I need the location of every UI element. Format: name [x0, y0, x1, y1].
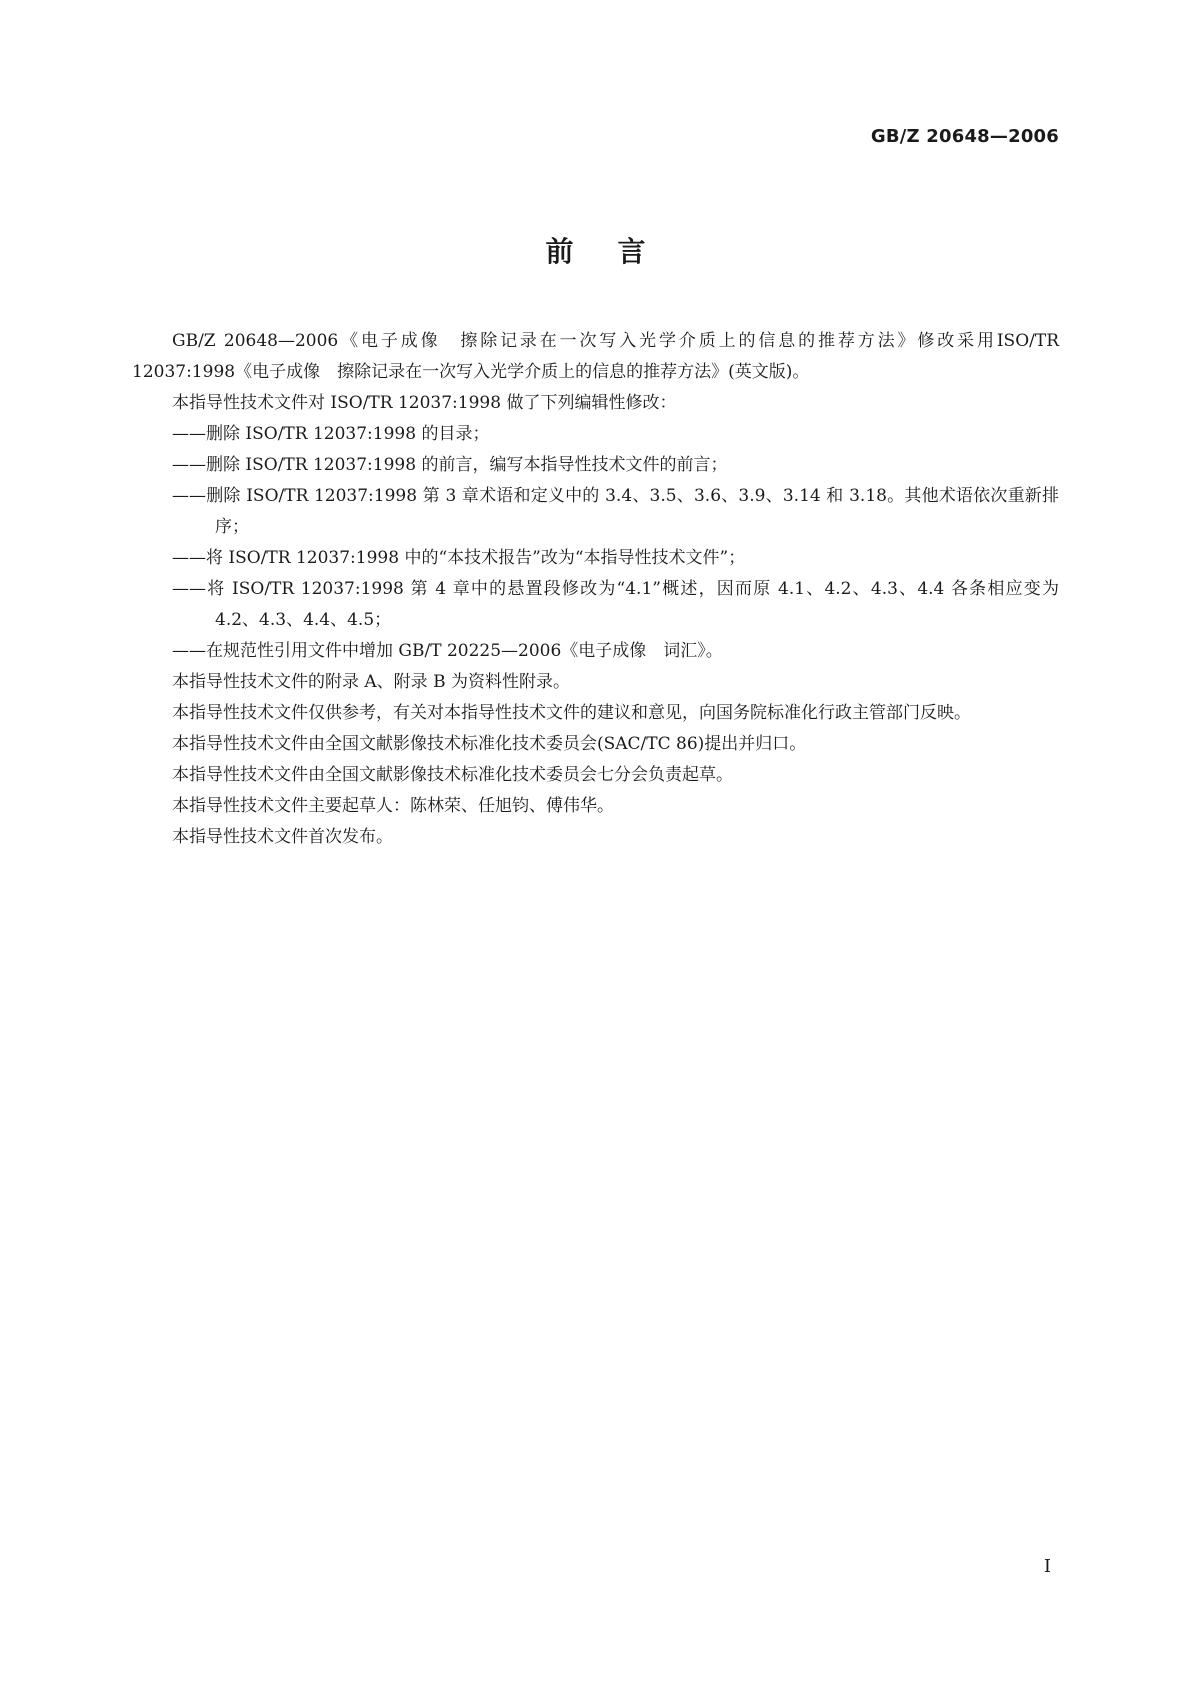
- paragraph-modifications-lead: 本指导性技术文件对 ISO/TR 12037:1998 做了下列编辑性修改：: [172, 393, 677, 413]
- list-item: ——将 ISO/TR 12037:1998 第 4 章中的悬置段修改为“4.1”概述，因而原 4.1、4.2、4.3、4.4 各条相应变为 4.2、4.3、4.4、4.5；: [172, 579, 1059, 630]
- standard-code: GB/Z 20648—2006: [870, 126, 1059, 147]
- paragraph-drafted-by: 本指导性技术文件由全国文献影像技术标准化技术委员会七分会负责起草。: [172, 765, 733, 785]
- paragraph-intro: GB/Z 20648—2006《电子成像 擦除记录在一次写入光学介质上的信息的推荐方法》修改采用ISO/TR 12037:1998《电子成像 擦除记录在一次写入光学介质上的信息的推荐方法》(英文版)。: [132, 331, 1059, 382]
- list-item: ——将 ISO/TR 12037:1998 中的“本技术报告”改为“本指导性技术文件”；: [172, 548, 746, 568]
- list-item: ——删除 ISO/TR 12037:1998 第 3 章术语和定义中的 3.4、3.5、3.6、3.9、3.14 和 3.18。其他术语依次重新排序；: [172, 486, 1059, 537]
- paragraph-proposed-by: 本指导性技术文件由全国文献影像技术标准化技术委员会(SAC/TC 86)提出并归口。: [172, 734, 807, 754]
- list-item: ——删除 ISO/TR 12037:1998 的前言，编写本指导性技术文件的前言；: [172, 455, 728, 475]
- list-item: ——删除 ISO/TR 12037:1998 的目录；: [172, 424, 490, 444]
- page-title: 前言: [545, 235, 690, 268]
- list-item: ——在规范性引用文件中增加 GB/T 20225—2006《电子成像 词汇》。: [172, 641, 723, 661]
- paragraph-reference-only: 本指导性技术文件仅供参考，有关对本指导性技术文件的建议和意见，向国务院标准化行政主管部门反映。: [172, 703, 971, 723]
- paragraph-drafters: 本指导性技术文件主要起草人：陈林荣、任旭钧、傅伟华。: [172, 796, 614, 816]
- paragraph-annexes: 本指导性技术文件的附录 A、附录 B 为资料性附录。: [172, 672, 570, 692]
- paragraph-first-release: 本指导性技术文件首次发布。: [172, 827, 393, 847]
- foreword-body: [132, 326, 1059, 853]
- page-number: I: [1043, 1556, 1051, 1577]
